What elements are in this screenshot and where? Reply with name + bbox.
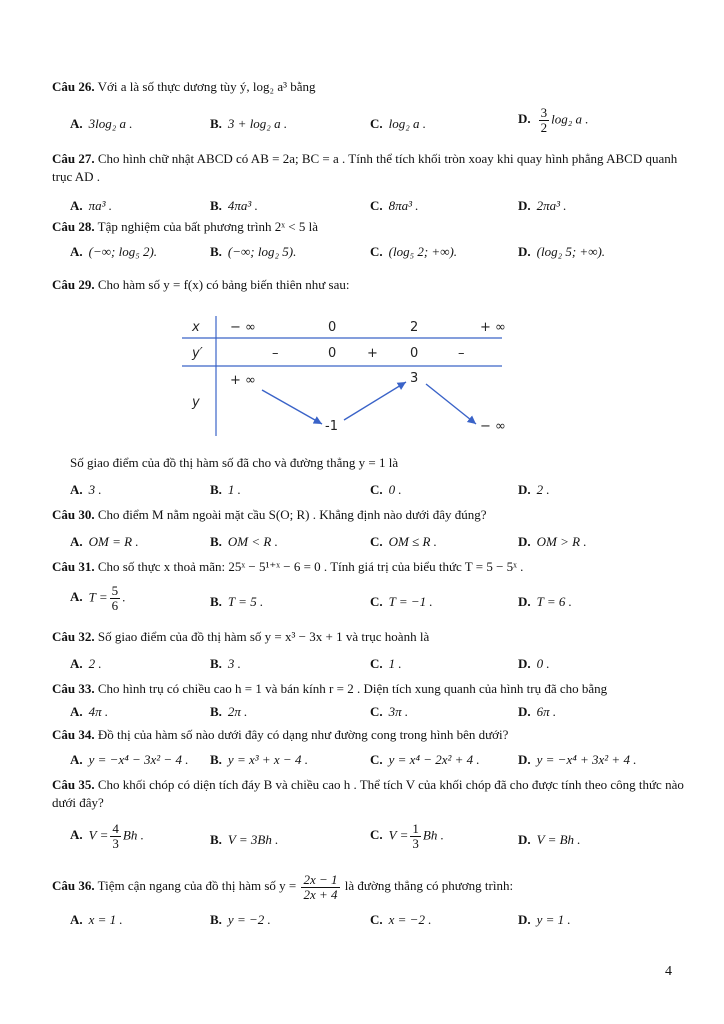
- row-label-x: x: [192, 320, 200, 335]
- sign: –: [272, 346, 279, 361]
- options-36: [70, 912, 690, 932]
- option-c[interactable]: C. T = −1 .: [370, 594, 433, 609]
- question-26: Câu 26. Với a là số thực dương tùy ý, log₂ a³ bằng: [52, 79, 316, 94]
- question-35: Câu 35. Cho khối chóp có diện tích đáy B và chiều cao h . Thể tích V của khối chóp đã cho được tính theo công thức nào dưới đây?: [52, 777, 684, 810]
- options-27: [70, 198, 690, 218]
- option-d[interactable]: D. 2 .: [518, 482, 550, 497]
- option-d[interactable]: D. 0 .: [518, 656, 550, 671]
- option-d[interactable]: D. (log₂ 5; +∞).: [518, 244, 606, 259]
- increasing-arrow: [344, 382, 406, 420]
- x-value: − ∞: [230, 320, 256, 335]
- option-a[interactable]: A. πa³ .: [70, 198, 113, 213]
- question-29-followup: Số giao điểm của đồ thị hàm số đã cho và đường thẳng y = 1 là: [70, 455, 399, 470]
- option-d[interactable]: D. 2πa³ .: [518, 198, 567, 213]
- x-value: 2: [410, 320, 419, 335]
- option-a[interactable]: A. 2 .: [70, 656, 102, 671]
- option-b[interactable]: B. 4πa³ .: [210, 198, 258, 213]
- option-d[interactable]: D. y = 1 .: [518, 912, 571, 927]
- options-26: [70, 105, 690, 136]
- y-value: 3: [410, 371, 419, 386]
- option-c[interactable]: C. x = −2 .: [370, 912, 432, 927]
- options-32: [70, 656, 690, 676]
- sign: –: [458, 346, 465, 361]
- y-value: -1: [325, 419, 338, 434]
- option-a[interactable]: A. 3log₂ a .: [70, 116, 133, 131]
- options-34: [70, 752, 690, 772]
- option-c[interactable]: C. OM ≤ R .: [370, 534, 437, 549]
- decreasing-arrow: [262, 390, 322, 424]
- x-value: + ∞: [480, 320, 506, 335]
- options-35: [70, 821, 690, 852]
- options-31: [70, 583, 690, 614]
- y-value: + ∞: [230, 373, 256, 388]
- row-label-yprime: y′: [192, 346, 203, 361]
- options-28: [70, 244, 690, 264]
- sign: 0: [410, 346, 419, 361]
- option-b[interactable]: B. 2π .: [210, 704, 248, 719]
- question-29: Câu 29. Cho hàm số y = f(x) có bảng biến thiên như sau:: [52, 277, 350, 292]
- sign: +: [367, 346, 378, 361]
- decreasing-arrow: [426, 384, 476, 424]
- option-d[interactable]: D. OM > R .: [518, 534, 587, 549]
- options-29: [70, 482, 690, 502]
- question-28: Câu 28. Tập nghiệm của bất phương trình 2ˣ < 5 là: [52, 219, 318, 234]
- question-34: Câu 34. Đồ thị của hàm số nào dưới đây có dạng như đường cong trong hình bên dưới?: [52, 727, 509, 742]
- option-b[interactable]: B. (−∞; log₂ 5).: [210, 244, 297, 259]
- option-c[interactable]: C. log₂ a .: [370, 116, 427, 131]
- question-33: Câu 33. Cho hình trụ có chiều cao h = 1 và bán kính r = 2 . Diện tích xung quanh của hình trụ đã cho bằng: [52, 681, 608, 696]
- option-c[interactable]: C. (log₅ 2; +∞).: [370, 244, 458, 259]
- option-a[interactable]: A. 3 .: [70, 482, 102, 497]
- option-a[interactable]: A. y = −x⁴ − 3x² − 4 .: [70, 752, 189, 767]
- option-b[interactable]: B. T = 5 .: [210, 594, 264, 609]
- fraction: $\frac{3}{2}$: [540, 105, 548, 135]
- option-b[interactable]: B. y = −2 .: [210, 912, 271, 927]
- option-a[interactable]: A. 4π .: [70, 704, 109, 719]
- option-a[interactable]: A. OM = R .: [70, 534, 139, 549]
- question-31: Câu 31. Cho số thực x thoả mãn: 25ˣ − 5¹⁺ˣ − 6 = 0 . Tính giá trị của biểu thức T = 5 − 5ˣ .: [52, 559, 524, 574]
- option-b[interactable]: B. 1 .: [210, 482, 241, 497]
- fraction: $\frac{5}{6}$: [111, 583, 119, 613]
- option-c[interactable]: C. 8πa³ .: [370, 198, 419, 213]
- options-33: [70, 704, 690, 724]
- sign: 0: [328, 346, 337, 361]
- option-a[interactable]: A. x = 1 .: [70, 912, 123, 927]
- option-a[interactable]: A. T = $\frac{5}{6}$ .: [70, 583, 126, 613]
- x-value: 0: [328, 320, 337, 335]
- question-30: Câu 30. Cho điểm M nằm ngoài mặt cầu S(O; R) . Khẳng định nào dưới đây đúng?: [52, 507, 487, 522]
- option-c[interactable]: C. 1 .: [370, 656, 402, 671]
- y-value: − ∞: [480, 419, 506, 434]
- option-c[interactable]: C. V = $\frac{1}{3}$ Bh .: [370, 821, 444, 851]
- option-d[interactable]: D. T = 6 .: [518, 594, 572, 609]
- fraction: $\frac{2x - 1}{2x + 4}$: [303, 871, 338, 902]
- option-d[interactable]: D. V = Bh .: [518, 832, 581, 847]
- option-c[interactable]: C. y = x⁴ − 2x² + 4 .: [370, 752, 480, 767]
- option-b[interactable]: B. V = 3Bh .: [210, 832, 279, 847]
- page-number: 4: [665, 964, 672, 979]
- option-b[interactable]: B. 3 + log₂ a .: [210, 116, 288, 131]
- question-36: Câu 36. Tiệm cận ngang của đồ thị hàm số y = $\frac{2x - 1}{2x + 4}$ là đường thẳng có phương trình:: [52, 871, 514, 902]
- option-d[interactable]: D. y = −x⁴ + 3x² + 4 .: [518, 752, 637, 767]
- question-32: Câu 32. Số giao điểm của đồ thị hàm số y = x³ − 3x + 1 và trục hoành là: [52, 629, 430, 644]
- row-label-y: y: [192, 395, 200, 410]
- option-c[interactable]: C. 0 .: [370, 482, 402, 497]
- variation-table: [182, 316, 506, 436]
- option-b[interactable]: B. y = x³ + x − 4 .: [210, 752, 308, 767]
- option-d[interactable]: D. 6π .: [518, 704, 557, 719]
- question-27: Câu 27. Cho hình chữ nhật ABCD có AB = 2a; BC = a . Tính thể tích khối tròn xoay khi quay hình phẳng ABCD quanh trục AD .: [52, 151, 678, 184]
- option-c[interactable]: C. 3π .: [370, 704, 409, 719]
- option-b[interactable]: B. OM < R .: [210, 534, 278, 549]
- fraction: $\frac{4}{3}$: [112, 821, 119, 851]
- option-a[interactable]: A. V = $\frac{4}{3}$ Bh .: [70, 821, 144, 851]
- option-d[interactable]: D. $\frac{3}{2}$ log₂ a .: [518, 105, 589, 135]
- option-b[interactable]: B. 3 .: [210, 656, 241, 671]
- option-a[interactable]: A. (−∞; log₅ 2).: [70, 244, 158, 259]
- options-30: [70, 534, 690, 554]
- fraction: $\frac{1}{3}$: [412, 821, 419, 851]
